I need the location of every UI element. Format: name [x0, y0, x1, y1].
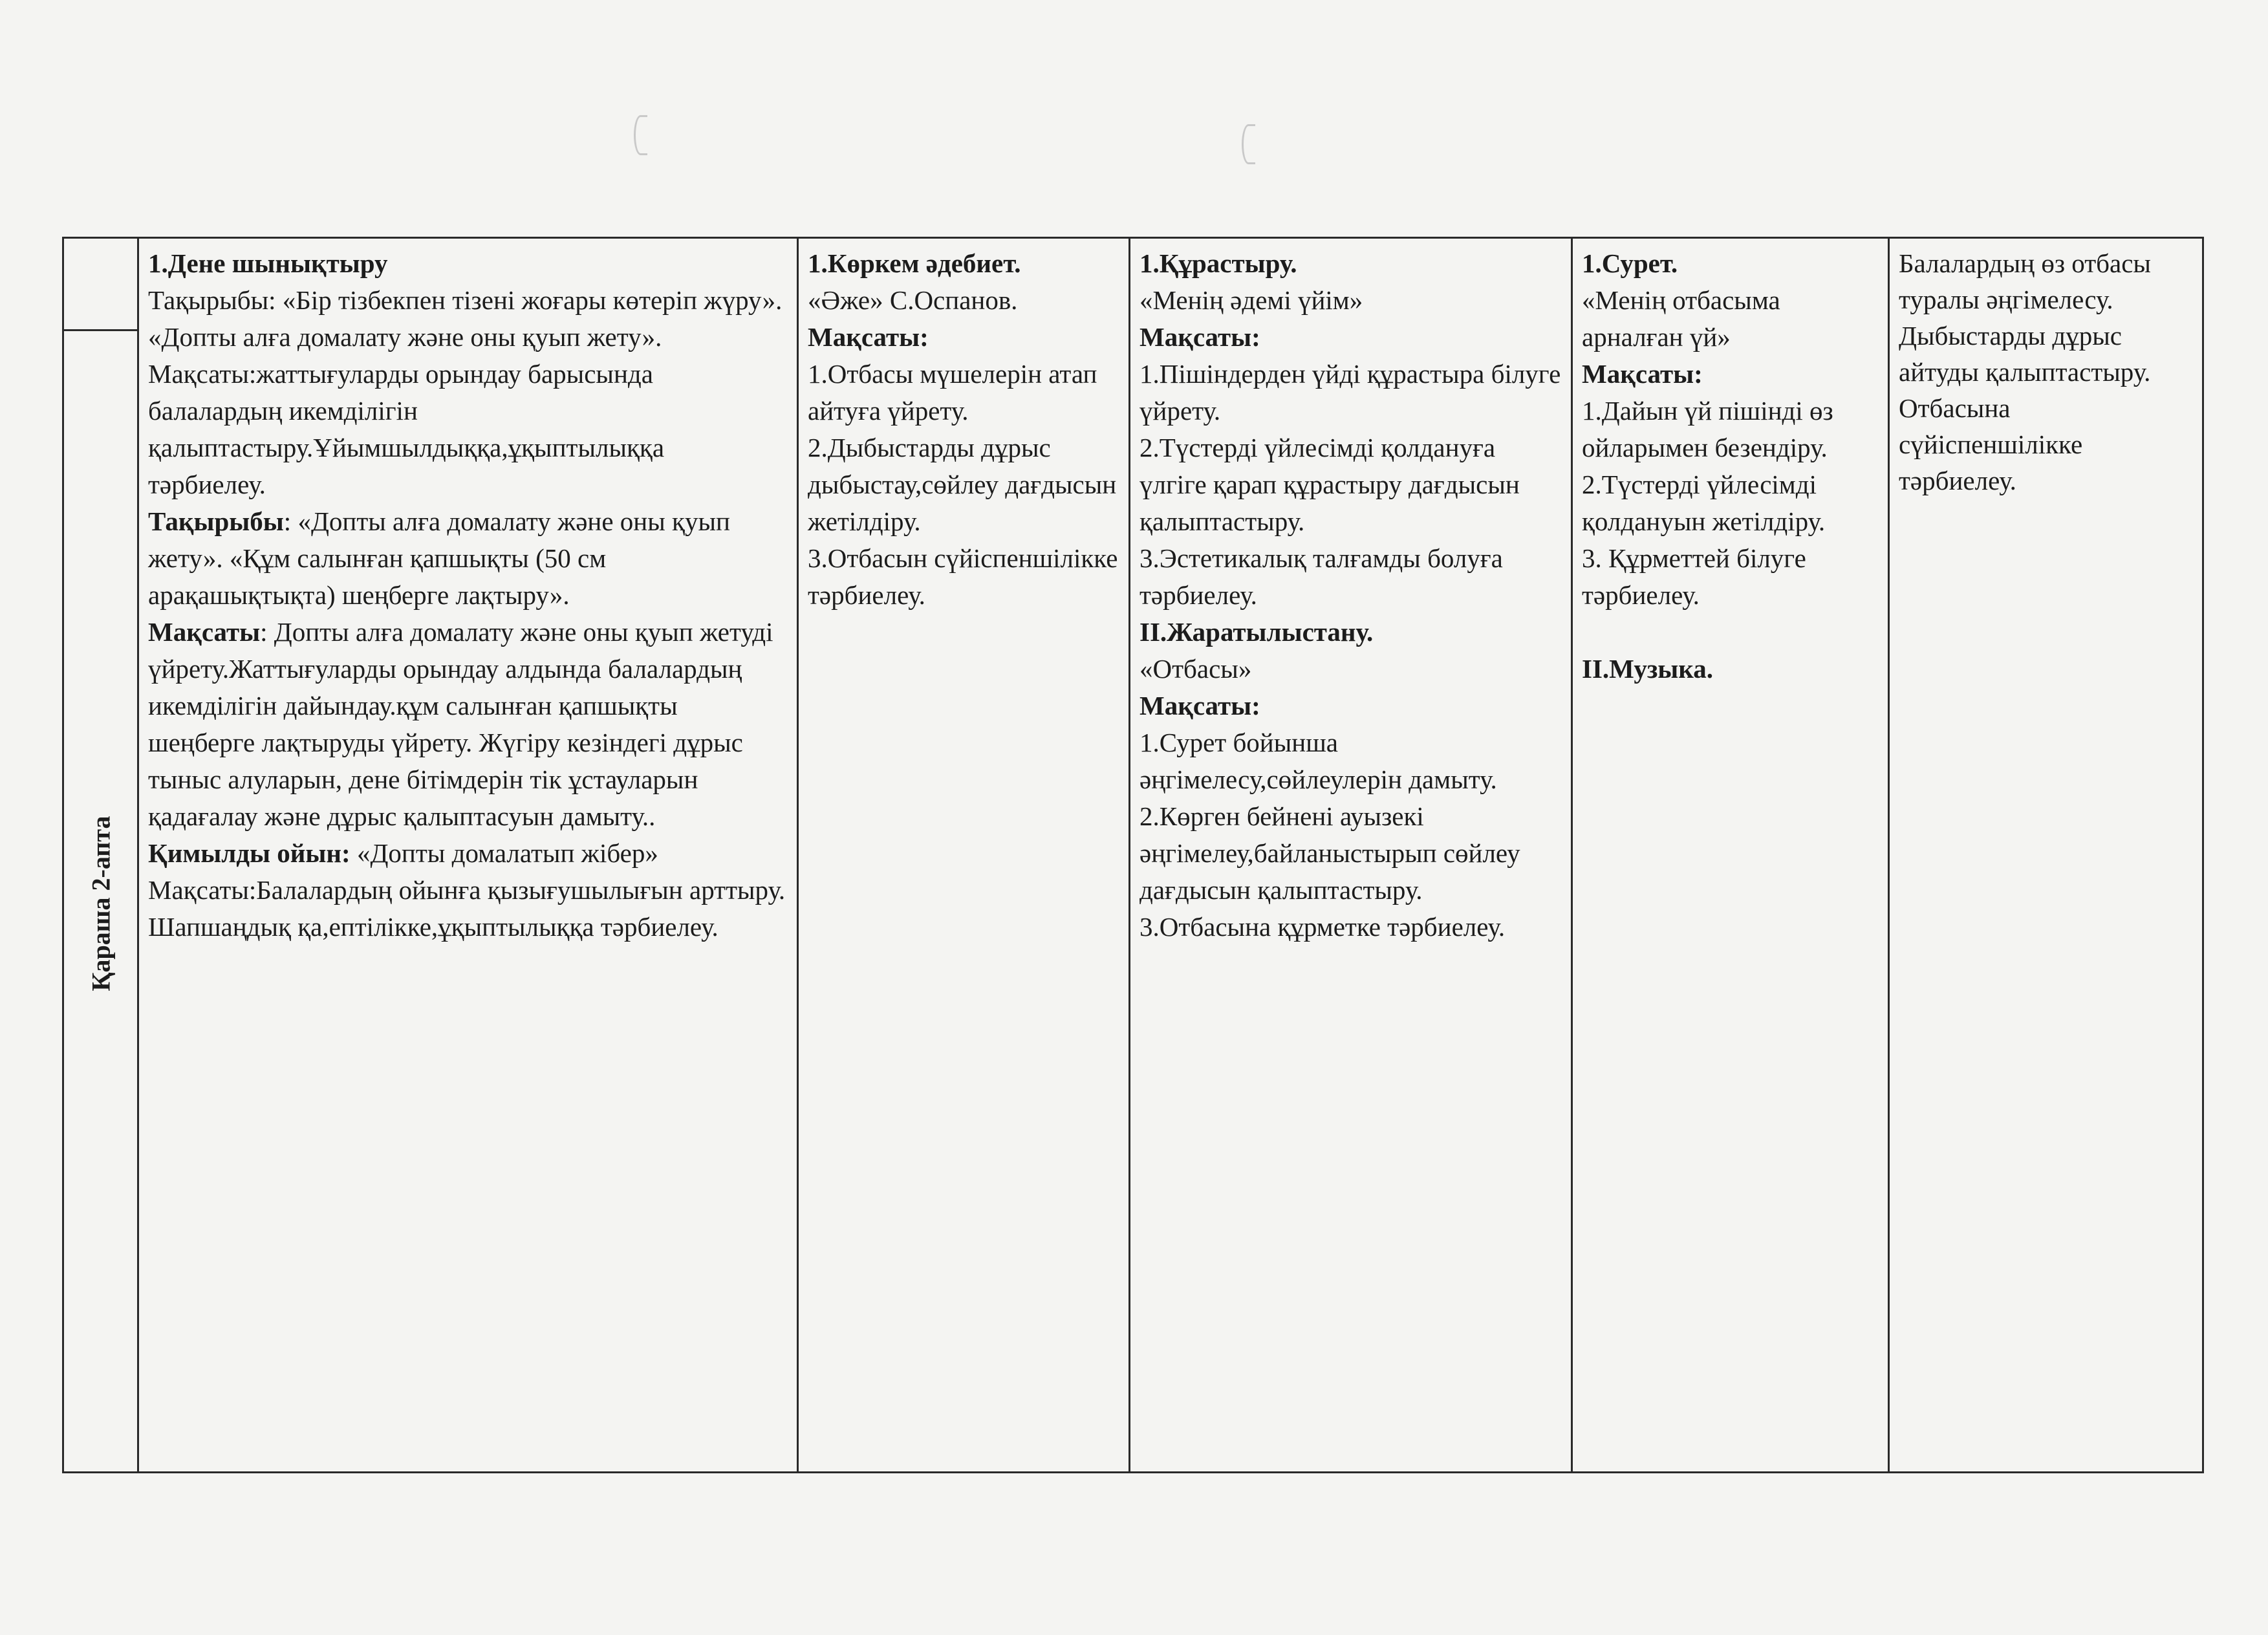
pe-topic-2: Тақырыбы: «Допты алға домалату және оны қуып жету». «Құм салынған қапшықты (50 см арақашықтықта) шеңберге лақтыру». — [148, 506, 730, 610]
scan-mark-left — [634, 115, 647, 155]
lit-heading: 1.Көркем әдебиет. — [808, 248, 1021, 278]
week-cell — [64, 331, 137, 1475]
con-heading: 1.Құрастыру. — [1139, 248, 1297, 278]
draw-goal-3: 3. Құрметтей білуге тәрбиелеу. — [1582, 543, 1806, 610]
con-goal-label: Мақсаты: — [1139, 322, 1260, 352]
notes-text: Балалардың өз отбасы туралы әңгімелесу. Дыбыстарды дұрыс айтуды қалыптастыру. Отбасына сүйіспеншілікке тәрбиелеу. — [1899, 248, 2151, 495]
con-goal-1: 1.Пішіндерден үйді құрастыра білуге үйрету. — [1139, 359, 1561, 426]
nature-heading: ІІ.Жаратылыстану. — [1139, 617, 1374, 647]
draw-goal-2: 2.Түстерді үйлесімді қолдануын жетілдіру. — [1582, 470, 1826, 536]
pe-heading: 1.Дене шынықтыру — [148, 248, 388, 278]
nature-goal-3: 3.Отбасына құрметке тәрбиелеу. — [1139, 912, 1506, 942]
pe-game: Қимылды ойын: «Допты домалатып жібер» — [148, 838, 658, 868]
cell-construction — [1130, 239, 1571, 1471]
nature-goal-1: 1.Сурет бойынша әңгімелесу,сөйлеулерін дамыту. — [1139, 728, 1497, 794]
pe-goal-1: Мақсаты:жаттығуларды орындау барысында балалардың икемділігін қалыптастыру.Ұйымшылдыққа,ұқыптылыққа тәрбиелеу. — [148, 359, 665, 499]
pe-game-goal: Мақсаты:Балалардың ойынға қызығушылығын арттыру. Шапшаңдық қа,ептілікке,ұқыптылыққа тәрбиелеу. — [148, 875, 786, 942]
lit-goal-2: 2.Дыбыстарды дұрыс дыбыстау,сөйлеу дағдысын жетілдіру. — [808, 433, 1117, 536]
draw-goal-1: 1.Дайын үй пішінді өз ойларымен безендіру. — [1582, 396, 1833, 462]
cell-notes — [1890, 239, 2202, 1471]
cell-literature — [799, 239, 1129, 1471]
music-heading: ІІ.Музыка. — [1582, 654, 1714, 684]
pe-topic-1: Тақырыбы: «Бір тізбекпен тізені жоғары көтеріп жүру». «Допты алға домалату және оны қуып жету». — [148, 285, 783, 352]
lit-goal-label: Мақсаты: — [808, 322, 929, 352]
con-title: «Менің әдемі үйім» — [1139, 285, 1363, 315]
cell-drawing — [1573, 239, 1888, 1471]
draw-heading: 1.Сурет. — [1582, 248, 1678, 278]
nature-goal-label: Мақсаты: — [1139, 691, 1260, 720]
nature-goal-2: 2.Көрген бейнені ауызекі әңгімелеу,байланыстырып сөйлеу дағдысын қалыптастыру. — [1139, 801, 1520, 905]
draw-spacer — [1582, 614, 1879, 651]
scan-mark-right — [1242, 124, 1255, 164]
con-goal-3: 3.Эстетикалық талғамды болуға тәрбиелеу. — [1139, 543, 1503, 610]
draw-title: «Менің отбасыма арналған үй» — [1582, 285, 1780, 352]
lit-title: «Әже» С.Оспанов. — [808, 285, 1018, 315]
draw-goal-label: Мақсаты: — [1582, 359, 1703, 389]
con-goal-2: 2.Түстерді үйлесімді қолдануға үлгіге қарап құрастыру дағдысын қалыптастыру. — [1139, 433, 1520, 536]
week-label: Қараша 2-апта — [86, 816, 115, 991]
lit-goal-1: 1.Отбасы мүшелерін атап айтуға үйрету. — [808, 359, 1097, 426]
cell-physical-education — [139, 239, 797, 1471]
nature-title: «Отбасы» — [1139, 654, 1252, 684]
lit-goal-3: 3.Отбасын сүйіспеншілікке тәрбиелеу. — [808, 543, 1118, 610]
pe-goal-2: Мақсаты: Допты алға домалату және оны қуып жетуді үйрету.Жаттығуларды орындау алдында балалардың икемділігін дайындау.құм салынған қапшықты шеңберге лақтыруды үйрету. Жүгіру кезіндегі дұрыс тыныс алуларын, дене бітімдерін тік ұстауларын қадағалау және дұрыс қалыптасуын дамыту.. — [148, 617, 773, 831]
plan-table — [62, 237, 2204, 1473]
